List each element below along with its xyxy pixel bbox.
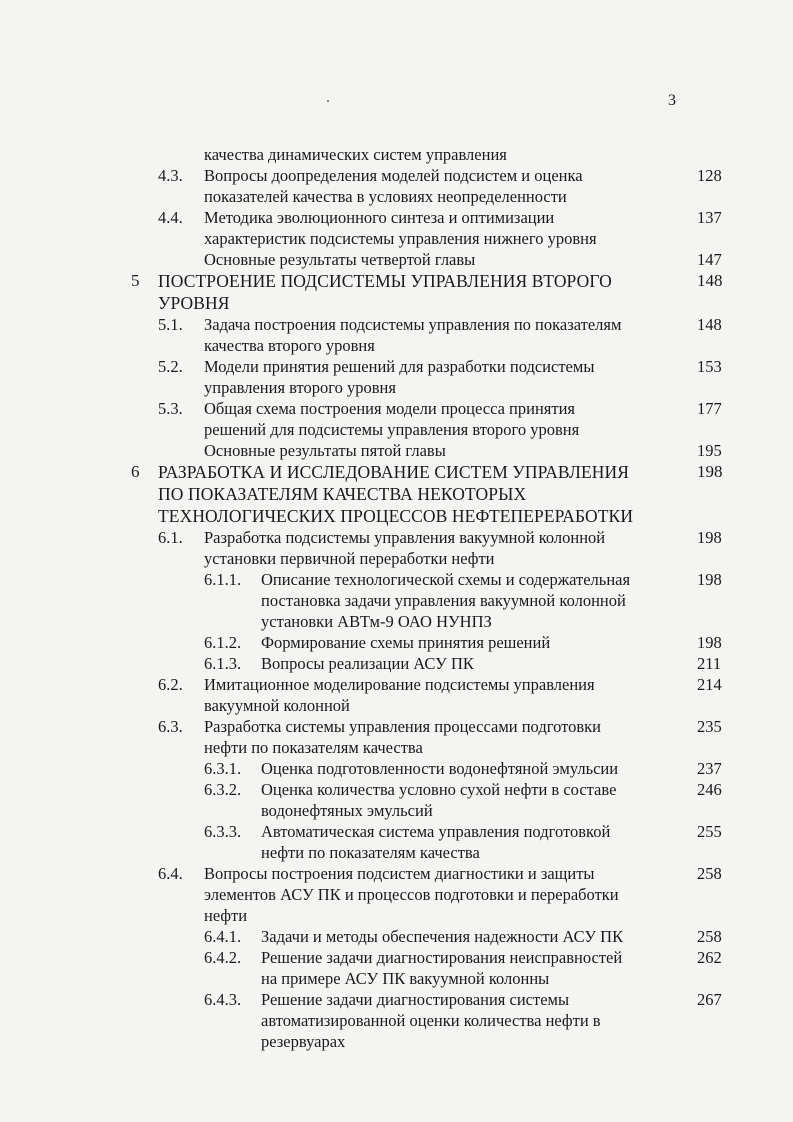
toc-entry-title: качества второго уровня: [204, 336, 375, 355]
toc-entry-page: 235: [697, 717, 722, 736]
toc-entry-page: 195: [697, 441, 722, 460]
toc-entry-continuation: [0, 884, 793, 905]
toc-entry: [0, 821, 793, 842]
toc-entry-continuation: [0, 292, 793, 314]
toc-entry-page: 198: [697, 528, 722, 547]
toc-entry: [0, 863, 793, 884]
toc-entry-title: постановка задачи управления вакуумной колонной: [261, 591, 626, 610]
toc-entry: [0, 674, 793, 695]
toc-entry-title: нефти по показателям качества: [261, 843, 480, 862]
toc-entry-title: управления второго уровня: [204, 378, 396, 397]
toc-entry-page: 262: [697, 948, 722, 967]
toc-entry-page: 177: [697, 399, 722, 418]
toc-entry-title: Методика эволюционного синтеза и оптимизации: [204, 208, 555, 227]
toc-entry-number: 6.3.2.: [204, 780, 242, 799]
toc-entry-number: 6.3.3.: [204, 822, 242, 841]
toc-entry-title: нефти по показателям качества: [204, 738, 423, 757]
toc-entry-number: 4.4.: [158, 208, 183, 227]
toc-entry-title: Оценка количества условно сухой нефти в составе: [261, 780, 617, 799]
toc-entry-continuation: [0, 905, 793, 926]
toc-entry-number: 6.4.1.: [204, 927, 242, 946]
toc-entry-title: резервуарах: [261, 1032, 346, 1051]
toc-entry: [0, 989, 793, 1010]
toc-entry: [0, 249, 793, 270]
toc-entry-title: ПОСТРОЕНИЕ ПОДСИСТЕМЫ УПРАВЛЕНИЯ ВТОРОГО: [158, 271, 612, 291]
toc-entry-title: Вопросы доопределения моделей подсистем и оценка: [204, 166, 583, 185]
toc-entry-number: 6.3.1.: [204, 759, 242, 778]
toc-entry: [0, 779, 793, 800]
toc-entry-title: Основные результаты пятой главы: [204, 441, 446, 460]
toc-entry-continuation: [0, 483, 793, 505]
toc-entry-title: автоматизированной оценки количества нефти в: [261, 1011, 601, 1030]
toc-entry-title: Автоматическая система управления подготовкой: [261, 822, 611, 841]
toc-entry: [0, 270, 793, 292]
toc-entry-number: 6: [131, 462, 140, 481]
toc-entry-title: Разработка системы управления процессами подготовки: [204, 717, 601, 736]
toc-entry-continuation: [0, 1010, 793, 1031]
toc-entry: [0, 144, 793, 165]
toc-entry: [0, 356, 793, 377]
toc-entry-number: 6.1.3.: [204, 654, 242, 673]
toc-entry-title: установки АВТм-9 ОАО НУНПЗ: [261, 612, 492, 631]
toc-entry-number: 6.2.: [158, 675, 183, 694]
toc-entry-page: 258: [697, 864, 722, 883]
toc-entry: [0, 165, 793, 186]
toc-entry-page: 147: [697, 250, 722, 269]
toc-entry-page: 237: [697, 759, 722, 778]
toc-entry-number: 5.3.: [158, 399, 183, 418]
toc-entry-title: Оценка подготовленности водонефтяной эмульсии: [261, 759, 619, 778]
toc-entry-title: на примере АСУ ПК вакуумной колонны: [261, 969, 550, 988]
toc-entry-title: установки первичной переработки нефти: [204, 549, 495, 568]
toc-entry-continuation: [0, 968, 793, 989]
toc-entry-page: 153: [697, 357, 722, 376]
toc-entry-continuation: [0, 335, 793, 356]
toc-entry-title: Решение задачи диагностирования системы: [261, 990, 570, 1009]
toc-entry-continuation: [0, 800, 793, 821]
toc-entry-page: 255: [697, 822, 722, 841]
toc-entry-title: Решение задачи диагностирования неисправностей: [261, 948, 623, 967]
toc-entry-page: 198: [697, 570, 722, 589]
toc-entry-title: показателей качества в условиях неопределенности: [204, 187, 567, 206]
toc-entry-page: 246: [697, 780, 722, 799]
toc-entry-page: 258: [697, 927, 722, 946]
toc-entry: [0, 398, 793, 419]
toc-entry-continuation: [0, 590, 793, 611]
toc-entry: [0, 207, 793, 228]
toc-entry-title: Задача построения подсистемы управления по показателям: [204, 315, 622, 334]
toc-entry: [0, 569, 793, 590]
toc-entry-continuation: [0, 228, 793, 249]
toc-entry-number: 4.3.: [158, 166, 183, 185]
toc-entry-title: ТЕХНОЛОГИЧЕСКИХ ПРОЦЕССОВ НЕФТЕПЕРЕРАБОТКИ: [158, 506, 634, 526]
toc-entry-number: 6.3.: [158, 717, 183, 736]
toc-entry-continuation: [0, 548, 793, 569]
toc-entry-title: Вопросы реализации АСУ ПК: [261, 654, 474, 673]
toc-entry-page: 148: [697, 315, 722, 334]
toc-entry-title: Задачи и методы обеспечения надежности АСУ ПК: [261, 927, 624, 946]
toc-entry-title: Общая схема построения модели процесса принятия: [204, 399, 576, 418]
toc-entry: [0, 440, 793, 461]
toc-entry-title: Вопросы построения подсистем диагностики и защиты: [204, 864, 595, 883]
toc-entry-continuation: [0, 737, 793, 758]
toc-entry-page: 267: [697, 990, 722, 1009]
toc-entry-title: элементов АСУ ПК и процессов подготовки и переработки: [204, 885, 619, 904]
toc-entry-page: 198: [697, 462, 723, 481]
toc-entry-title: характеристик подсистемы управления нижнего уровня: [204, 229, 597, 248]
toc-entry: [0, 527, 793, 548]
toc-entry-page: 148: [697, 271, 723, 290]
toc-entry-title: РАЗРАБОТКА И ИССЛЕДОВАНИЕ СИСТЕМ УПРАВЛЕНИЯ: [158, 462, 630, 482]
toc-entry: [0, 947, 793, 968]
toc-entry-page: 128: [697, 166, 722, 185]
toc-entry: [0, 314, 793, 335]
toc-entry-continuation: [0, 611, 793, 632]
toc-entry-title: решений для подсистемы управления второго уровня: [204, 420, 580, 439]
toc-entry-continuation: [0, 842, 793, 863]
toc-entry-title: нефти: [204, 906, 248, 925]
toc-entry-page: 137: [697, 208, 722, 227]
toc-entry: [0, 653, 793, 674]
toc-entry-continuation: [0, 1031, 793, 1052]
toc-entry-title: Описание технологической схемы и содержательная: [261, 570, 631, 589]
toc-entry-title: качества динамических систем управления: [204, 145, 507, 164]
table-of-contents: [0, 144, 793, 1052]
toc-entry-number: 5.2.: [158, 357, 183, 376]
toc-entry-number: 6.4.: [158, 864, 183, 883]
toc-entry-number: 6.1.: [158, 528, 183, 547]
scan-speck: [327, 100, 329, 102]
toc-entry-continuation: [0, 505, 793, 527]
toc-entry-title: Имитационное моделирование подсистемы управления: [204, 675, 595, 694]
toc-entry-title: Разработка подсистемы управления вакуумной колонной: [204, 528, 606, 547]
toc-entry-title: ПО ПОКАЗАТЕЛЯМ КАЧЕСТВА НЕКОТОРЫХ: [158, 484, 527, 504]
toc-entry: [0, 716, 793, 737]
toc-entry: [0, 926, 793, 947]
toc-entry-continuation: [0, 186, 793, 207]
toc-entry-title: Основные результаты четвертой главы: [204, 250, 476, 269]
toc-entry-number: 5: [131, 271, 140, 290]
toc-entry-title: водонефтяных эмульсий: [261, 801, 433, 820]
toc-entry: [0, 461, 793, 483]
page-number: 3: [668, 92, 676, 109]
toc-entry-continuation: [0, 377, 793, 398]
toc-entry-page: 214: [697, 675, 722, 694]
toc-entry-continuation: [0, 419, 793, 440]
toc-entry-number: 5.1.: [158, 315, 183, 334]
toc-entry-number: 6.4.2.: [204, 948, 242, 967]
toc-entry-page: 211: [697, 654, 722, 673]
toc-entry-number: 6.4.3.: [204, 990, 242, 1009]
toc-entry-title: вакуумной колонной: [204, 696, 350, 715]
toc-entry-continuation: [0, 695, 793, 716]
toc-entry-title: Модели принятия решений для разработки подсистемы: [204, 357, 595, 376]
toc-entry-title: УРОВНЯ: [158, 293, 230, 313]
toc-entry-title: Формирование схемы принятия решений: [261, 633, 551, 652]
toc-entry: [0, 632, 793, 653]
toc-entry: [0, 758, 793, 779]
toc-entry-number: 6.1.2.: [204, 633, 242, 652]
toc-entry-number: 6.1.1.: [204, 570, 242, 589]
toc-entry-page: 198: [697, 633, 722, 652]
